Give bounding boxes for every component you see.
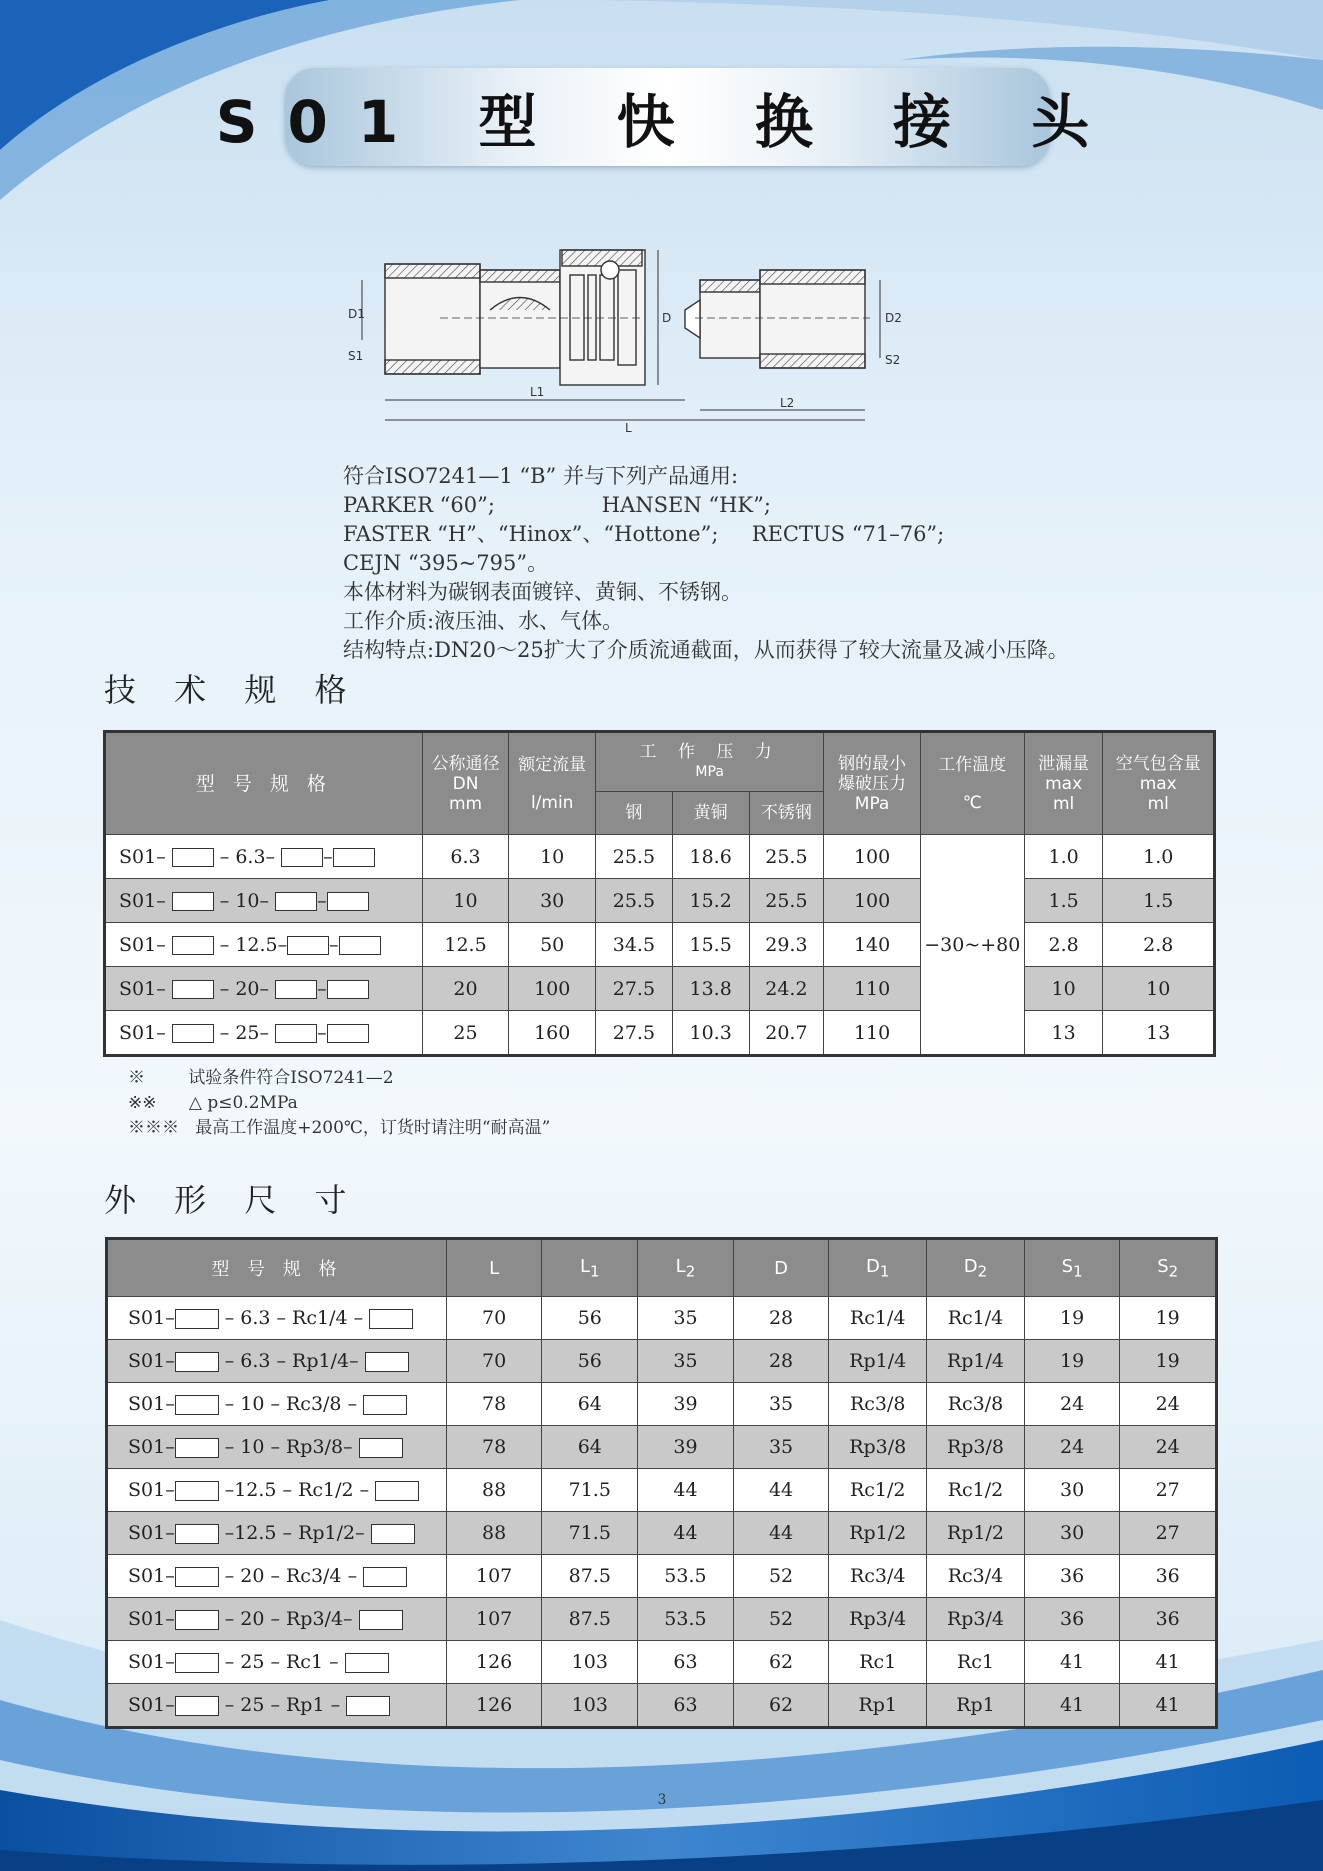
- option-box: [375, 1481, 419, 1501]
- option-box: [172, 1024, 214, 1043]
- dn-cell: 20: [422, 967, 509, 1011]
- l1-cell: 71.5: [542, 1469, 638, 1512]
- model-cell: [107, 1426, 447, 1469]
- option-box: [333, 848, 375, 867]
- model-prefix: S01–: [128, 1307, 175, 1329]
- d2-cell: Rc1/4: [927, 1297, 1025, 1340]
- model-cell: [105, 1011, 423, 1056]
- l-cell: 78: [446, 1383, 542, 1426]
- note-line: ※※ △ p≤0.2MPa: [128, 1093, 298, 1113]
- s1-cell: 24: [1024, 1383, 1120, 1426]
- description-line: 本体材料为碳钢表面镀锌、黄铜、不锈钢。: [343, 580, 742, 604]
- d2-cell: Rp3/8: [927, 1426, 1025, 1469]
- model-mid: – 12.5–: [219, 934, 288, 956]
- d1-cell: Rc1: [829, 1641, 927, 1684]
- l-cell: 107: [446, 1555, 542, 1598]
- model-dash: –: [329, 934, 339, 956]
- leak-cell: 10: [1024, 967, 1103, 1011]
- coupling-drawing: [340, 240, 1000, 450]
- stainless-cell: 25.5: [749, 879, 824, 923]
- model-cell: [107, 1684, 447, 1728]
- brass-cell: 13.8: [672, 967, 749, 1011]
- d-cell: 35: [733, 1383, 829, 1426]
- model-cell: [107, 1297, 447, 1340]
- header-leak: [1024, 732, 1103, 835]
- description-line: 结构特点:DN20～25扩大了介质流通截面，从而获得了较大流量及减小压降。: [343, 638, 1069, 662]
- header-flow-title: 额定流量: [518, 754, 587, 775]
- header-burst-unit: MPa: [854, 793, 890, 814]
- l1-cell: 71.5: [542, 1512, 638, 1555]
- description-line: PARKER “60”; HANSEN “HK”;: [343, 493, 771, 517]
- steel-cell: 25.5: [596, 835, 673, 879]
- d-cell: 35: [733, 1426, 829, 1469]
- leak-cell: 13: [1024, 1011, 1103, 1056]
- burst-cell: 100: [824, 835, 921, 879]
- air-cell: 10: [1103, 967, 1215, 1011]
- option-box: [281, 848, 323, 867]
- table-row: [105, 1011, 1215, 1056]
- model-prefix: S01–: [119, 934, 166, 956]
- model-prefix: S01–: [128, 1522, 175, 1544]
- option-box: [327, 892, 369, 911]
- header-d: D: [733, 1239, 829, 1297]
- flow-cell: 100: [509, 967, 596, 1011]
- s1-cell: 30: [1024, 1512, 1120, 1555]
- l1-cell: 56: [542, 1297, 638, 1340]
- s1-cell: 36: [1024, 1555, 1120, 1598]
- s2-cell: 19: [1120, 1297, 1217, 1340]
- table-row: [107, 1555, 1217, 1598]
- option-box: [175, 1438, 219, 1458]
- option-box: [371, 1524, 415, 1544]
- model-mid: –12.5 – Rc1/2 –: [224, 1479, 370, 1501]
- option-box: [175, 1653, 219, 1673]
- notes: [128, 1066, 550, 1141]
- l2-cell: 35: [638, 1340, 734, 1383]
- l2-cell: 63: [638, 1641, 734, 1684]
- header-l1-sub: 1: [590, 1262, 600, 1281]
- label-d2: D2: [885, 311, 902, 325]
- l2-cell: 53.5: [638, 1555, 734, 1598]
- l1-cell: 64: [542, 1426, 638, 1469]
- d-cell: 28: [733, 1340, 829, 1383]
- s1-cell: 36: [1024, 1598, 1120, 1641]
- table-row: [107, 1469, 1217, 1512]
- model-prefix: S01–: [128, 1565, 175, 1587]
- model-dash: –: [317, 1022, 327, 1044]
- option-box: [287, 936, 329, 955]
- description: [343, 462, 1263, 665]
- header-leak-sub: max: [1045, 773, 1083, 794]
- table-row: [105, 967, 1215, 1011]
- burst-cell: 110: [824, 1011, 921, 1056]
- header-l2-main: L: [675, 1255, 686, 1277]
- label-d: D: [662, 311, 672, 325]
- burst-cell: 100: [824, 879, 921, 923]
- header-d2-sub: 2: [977, 1262, 988, 1281]
- table-row: [105, 923, 1215, 967]
- model-mid: –12.5 – Rp1/2–: [224, 1522, 365, 1544]
- d2-cell: Rc3/8: [927, 1383, 1025, 1426]
- brass-cell: 15.5: [672, 923, 749, 967]
- steel-cell: 25.5: [596, 879, 673, 923]
- brass-cell: 18.6: [672, 835, 749, 879]
- model-prefix: S01–: [119, 890, 166, 912]
- option-box: [339, 936, 381, 955]
- l-cell: 78: [446, 1426, 542, 1469]
- air-cell: 1.5: [1103, 879, 1215, 923]
- model-prefix: S01–: [128, 1479, 175, 1501]
- option-box: [359, 1610, 403, 1630]
- l-cell: 88: [446, 1512, 542, 1555]
- s2-cell: 19: [1120, 1340, 1217, 1383]
- d-cell: 52: [733, 1555, 829, 1598]
- header-s1-sub: 1: [1073, 1262, 1083, 1281]
- header-burst-line1: 钢的最小: [838, 753, 907, 774]
- note-line: ※※※ 最高工作温度+200℃，订货时请注明“耐高温”: [128, 1118, 551, 1138]
- header-air: [1103, 732, 1215, 835]
- l2-cell: 39: [638, 1383, 734, 1426]
- table-row: [107, 1684, 1217, 1728]
- header-l1-main: L: [580, 1255, 591, 1277]
- option-box: [346, 1696, 390, 1716]
- model-prefix: S01–: [128, 1436, 175, 1458]
- air-cell: 13: [1103, 1011, 1215, 1056]
- option-box: [275, 980, 317, 999]
- stainless-cell: 25.5: [749, 835, 824, 879]
- header-air-sub: max: [1139, 773, 1177, 794]
- option-box: [172, 980, 214, 999]
- description-line: 符合ISO7241—1 “B” 并与下列产品通用:: [343, 464, 739, 488]
- l1-cell: 87.5: [542, 1598, 638, 1641]
- s1-cell: 41: [1024, 1641, 1120, 1684]
- leak-cell: 2.8: [1024, 923, 1103, 967]
- dn-cell: 25: [422, 1011, 509, 1056]
- s1-cell: 24: [1024, 1426, 1120, 1469]
- header-steel: 钢: [596, 792, 673, 835]
- l-cell: 126: [446, 1641, 542, 1684]
- l2-cell: 44: [638, 1512, 734, 1555]
- option-box: [175, 1567, 219, 1587]
- header-d1-sub: 1: [879, 1262, 890, 1281]
- model-prefix: S01–: [128, 1651, 175, 1673]
- model-mid: – 6.3–: [219, 846, 276, 868]
- header-pressure-title: 工 作 压 力: [639, 742, 780, 762]
- d-cell: 44: [733, 1469, 829, 1512]
- dn-cell: 6.3: [422, 835, 509, 879]
- option-box: [175, 1610, 219, 1630]
- option-box: [175, 1524, 219, 1544]
- model-cell: [105, 923, 423, 967]
- page-title: S01 型 快 换 接 头: [215, 88, 1120, 156]
- model-prefix: S01–: [128, 1350, 175, 1372]
- leak-cell: 1.5: [1024, 879, 1103, 923]
- model-dash: –: [317, 978, 327, 1000]
- model-mid: – 25 – Rp1 –: [224, 1694, 341, 1716]
- l2-cell: 53.5: [638, 1598, 734, 1641]
- s1-cell: 19: [1024, 1297, 1120, 1340]
- header-d1-main: D: [866, 1255, 880, 1277]
- burst-cell: 140: [824, 923, 921, 967]
- d1-cell: Rc3/4: [829, 1555, 927, 1598]
- d1-cell: Rp3/4: [829, 1598, 927, 1641]
- flow-cell: 10: [509, 835, 596, 879]
- model-mid: – 20–: [219, 978, 270, 1000]
- l-cell: 88: [446, 1469, 542, 1512]
- header-d2-main: D: [963, 1255, 978, 1277]
- header-s2-sub: 2: [1168, 1262, 1179, 1281]
- model-cell: [107, 1340, 447, 1383]
- model-prefix: S01–: [119, 1022, 166, 1044]
- option-box: [363, 1567, 407, 1587]
- model-prefix: S01–: [128, 1694, 175, 1716]
- model-cell: [107, 1469, 447, 1512]
- s1-cell: 30: [1024, 1469, 1120, 1512]
- d2-cell: Rp1/4: [927, 1340, 1025, 1383]
- air-cell: 1.0: [1103, 835, 1215, 879]
- d1-cell: Rp3/8: [829, 1426, 927, 1469]
- model-mid: – 10 – Rp3/8–: [224, 1436, 353, 1458]
- option-box: [363, 1395, 407, 1415]
- header-model: 型 号 规 格: [107, 1239, 447, 1297]
- header-temp-title: 工作温度: [938, 754, 1007, 775]
- option-box: [175, 1395, 219, 1415]
- label-l: L: [625, 421, 632, 435]
- model-prefix: S01–: [128, 1608, 175, 1630]
- leak-cell: 1.0: [1024, 835, 1103, 879]
- header-air-unit: ml: [1147, 793, 1169, 814]
- model-dash: –: [317, 890, 327, 912]
- s2-cell: 36: [1120, 1598, 1217, 1641]
- l2-cell: 63: [638, 1684, 734, 1728]
- option-box: [359, 1438, 403, 1458]
- model-mid: – 25–: [219, 1022, 270, 1044]
- header-pressure: [596, 732, 824, 792]
- table-row: [107, 1512, 1217, 1555]
- header-s2: [1120, 1239, 1217, 1297]
- model-mid: – 6.3 – Rp1/4–: [224, 1350, 359, 1372]
- spec-heading: 技 术 规 格: [104, 671, 361, 709]
- option-box: [365, 1352, 409, 1372]
- description-line: FASTER “H”、“Hinox”、“Hottone”; RECTUS “71–76”;: [343, 522, 945, 546]
- table-row: [107, 1383, 1217, 1426]
- d-cell: 52: [733, 1598, 829, 1641]
- label-l2: L2: [780, 396, 795, 410]
- header-stainless: 不锈钢: [749, 792, 824, 835]
- l-cell: 70: [446, 1340, 542, 1383]
- header-air-title: 空气包含量: [1115, 753, 1201, 774]
- header-s1: [1024, 1239, 1120, 1297]
- header-s1-main: S: [1061, 1255, 1074, 1277]
- dn-cell: 10: [422, 879, 509, 923]
- spec-table: [103, 730, 1216, 1057]
- model-prefix: S01–: [119, 978, 166, 1000]
- option-box: [175, 1481, 219, 1501]
- burst-cell: 110: [824, 967, 921, 1011]
- s2-cell: 27: [1120, 1512, 1217, 1555]
- s1-cell: 41: [1024, 1684, 1120, 1728]
- model-cell: [107, 1555, 447, 1598]
- stainless-cell: 29.3: [749, 923, 824, 967]
- l-cell: 70: [446, 1297, 542, 1340]
- header-pressure-unit: MPa: [695, 764, 724, 780]
- header-burst-line2: 爆破压力: [838, 773, 907, 794]
- description-line: CEJN “395~795”。: [343, 551, 549, 575]
- brass-cell: 10.3: [672, 1011, 749, 1056]
- option-box: [175, 1352, 219, 1372]
- model-mid: – 10 – Rc3/8 –: [224, 1393, 358, 1415]
- d-cell: 28: [733, 1297, 829, 1340]
- description-line: 工作介质:液压油、水、气体。: [343, 609, 624, 633]
- model-mid: – 10–: [219, 890, 270, 912]
- header-dn-sub: DN: [452, 773, 479, 794]
- d-cell: 62: [733, 1641, 829, 1684]
- stainless-cell: 20.7: [749, 1011, 824, 1056]
- option-box: [275, 1024, 317, 1043]
- flow-cell: 50: [509, 923, 596, 967]
- l1-cell: 64: [542, 1383, 638, 1426]
- option-box: [327, 980, 369, 999]
- l2-cell: 44: [638, 1469, 734, 1512]
- dimension-heading: 外 形 尺 寸: [104, 1181, 361, 1219]
- d2-cell: Rp1: [927, 1684, 1025, 1728]
- header-burst: [824, 732, 921, 835]
- dn-cell: 12.5: [422, 923, 509, 967]
- header-leak-title: 泄漏量: [1038, 753, 1090, 774]
- header-dn-unit: mm: [448, 793, 483, 814]
- model-cell: [107, 1598, 447, 1641]
- header-l2: [638, 1239, 734, 1297]
- d2-cell: Rc1/2: [927, 1469, 1025, 1512]
- label-s1: S1: [348, 349, 364, 363]
- d1-cell: Rc1/2: [829, 1469, 927, 1512]
- l-cell: 107: [446, 1598, 542, 1641]
- d2-cell: Rp3/4: [927, 1598, 1025, 1641]
- s2-cell: 36: [1120, 1555, 1217, 1598]
- d1-cell: Rp1: [829, 1684, 927, 1728]
- header-d2: [927, 1239, 1025, 1297]
- temperature-cell: −30~+80: [920, 835, 1024, 1056]
- model-cell: [107, 1512, 447, 1555]
- model-mid: – 20 – Rc3/4 –: [224, 1565, 358, 1587]
- d2-cell: Rc1: [927, 1641, 1025, 1684]
- s2-cell: 27: [1120, 1469, 1217, 1512]
- table-row: [105, 879, 1215, 923]
- header-leak-unit: ml: [1052, 793, 1075, 814]
- d2-cell: Rp1/2: [927, 1512, 1025, 1555]
- model-mid: – 20 – Rp3/4–: [224, 1608, 353, 1630]
- model-cell: [107, 1641, 447, 1684]
- steel-cell: 27.5: [596, 1011, 673, 1056]
- header-temp: [920, 732, 1024, 835]
- header-d1: [829, 1239, 927, 1297]
- d1-cell: Rc1/4: [829, 1297, 927, 1340]
- model-cell: [105, 835, 423, 879]
- header-dn: [422, 732, 509, 835]
- option-box: [172, 848, 214, 867]
- model-cell: [107, 1383, 447, 1426]
- model-cell: [105, 879, 423, 923]
- header-l: L: [446, 1239, 542, 1297]
- header-s2-main: S: [1157, 1255, 1169, 1277]
- l1-cell: 103: [542, 1641, 638, 1684]
- option-box: [275, 892, 317, 911]
- d1-cell: Rc3/8: [829, 1383, 927, 1426]
- s2-cell: 41: [1120, 1684, 1217, 1728]
- header-temp-unit: ℃: [962, 792, 982, 813]
- header-l1: [542, 1239, 638, 1297]
- l1-cell: 87.5: [542, 1555, 638, 1598]
- l1-cell: 56: [542, 1340, 638, 1383]
- s2-cell: 41: [1120, 1641, 1217, 1684]
- model-mid: – 25 – Rc1 –: [224, 1651, 339, 1673]
- brass-cell: 15.2: [672, 879, 749, 923]
- d-cell: 62: [733, 1684, 829, 1728]
- model-dash: –: [323, 846, 333, 868]
- model-prefix: S01–: [128, 1393, 175, 1415]
- l-cell: 126: [446, 1684, 542, 1728]
- table-row: [107, 1426, 1217, 1469]
- l2-cell: 35: [638, 1297, 734, 1340]
- table-row: [107, 1641, 1217, 1684]
- option-box: [172, 892, 214, 911]
- table-row: [107, 1297, 1217, 1340]
- option-box: [175, 1309, 219, 1329]
- d-cell: 44: [733, 1512, 829, 1555]
- air-cell: 2.8: [1103, 923, 1215, 967]
- label-s2: S2: [885, 353, 901, 367]
- flow-cell: 30: [509, 879, 596, 923]
- header-dn-title: 公称通径: [431, 753, 500, 774]
- label-l1: L1: [530, 385, 545, 399]
- option-box: [172, 936, 214, 955]
- s1-cell: 19: [1024, 1340, 1120, 1383]
- steel-cell: 34.5: [596, 923, 673, 967]
- option-box: [369, 1309, 413, 1329]
- option-box: [175, 1696, 219, 1716]
- model-prefix: S01–: [119, 846, 166, 868]
- s2-cell: 24: [1120, 1383, 1217, 1426]
- steel-cell: 27.5: [596, 967, 673, 1011]
- table-row: [107, 1598, 1217, 1641]
- s2-cell: 24: [1120, 1426, 1217, 1469]
- d2-cell: Rc3/4: [927, 1555, 1025, 1598]
- table-row: [105, 835, 1215, 879]
- d1-cell: Rp1/4: [829, 1340, 927, 1383]
- note-line: ※ 试验条件符合ISO7241—2: [128, 1068, 394, 1088]
- header-flow-unit: l/min: [530, 792, 574, 813]
- header-flow: [509, 732, 596, 835]
- option-box: [345, 1653, 389, 1673]
- table-row: [107, 1340, 1217, 1383]
- page-number: 3: [657, 1792, 667, 1808]
- dimension-table: [105, 1237, 1218, 1729]
- model-cell: [105, 967, 423, 1011]
- l2-cell: 39: [638, 1426, 734, 1469]
- header-l2-sub: 2: [685, 1262, 696, 1281]
- l1-cell: 103: [542, 1684, 638, 1728]
- stainless-cell: 24.2: [749, 967, 824, 1011]
- header-brass: 黄铜: [672, 792, 749, 835]
- flow-cell: 160: [509, 1011, 596, 1056]
- option-box: [327, 1024, 369, 1043]
- label-d1: D1: [348, 307, 365, 321]
- header-model: 型 号 规 格: [105, 732, 423, 835]
- title-banner: [215, 68, 1120, 166]
- model-mid: – 6.3 – Rc1/4 –: [224, 1307, 364, 1329]
- d1-cell: Rp1/2: [829, 1512, 927, 1555]
